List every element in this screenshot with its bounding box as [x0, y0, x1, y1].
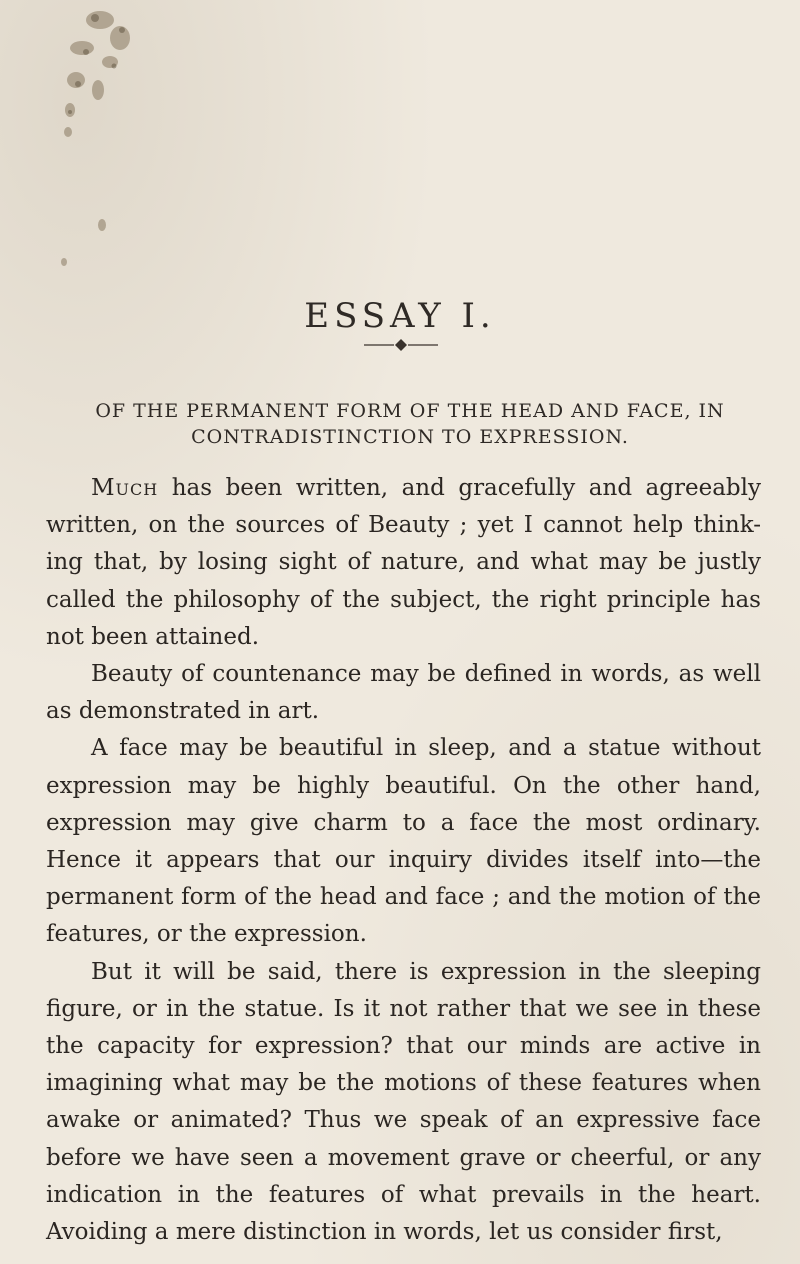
paragraph [46, 470, 761, 656]
paragraph-text: A face may be beautiful in sleep, and a statue without expression may be highly beautiful. On the other hand, expression may give charm to a face the most ordinary. Hence it appears that our inquiry divides itself into—the permanent form of the head and face ; and the motion of the features, or the expression. [46, 735, 761, 948]
paragraph [46, 656, 761, 730]
foxing-stains [40, 0, 180, 310]
divider-ornament [362, 338, 440, 352]
subtitle-line: OF THE PERMANENT FORM OF THE HEAD AND FACE, IN [95, 400, 725, 422]
essay-title: ESSAY I. [304, 296, 496, 336]
paragraph-text: Beauty of countenance may be defined in words, as well as demonstrated in art. [46, 661, 761, 725]
opening-word: Much [91, 475, 159, 501]
paragraph [46, 730, 761, 953]
essay-body [46, 470, 761, 1251]
essay-subtitle [60, 398, 760, 450]
paragraph [46, 954, 761, 1252]
subtitle-line: CONTRADISTINCTION TO EXPRESSION. [191, 426, 629, 448]
paragraph-text: But it will be said, there is expression in the sleeping figure, or in the statue. Is it not rather that we see in these the capacity for expression? that our minds are active in imagining what may be the motions of these features when awake or animated? Thus we speak of an expressive face before we have seen a movement grave or cheerful, or any indication in the features of what prevails in the heart. Avoiding a mere distinction in words, let us consider first, [46, 958, 761, 1246]
paragraph-text: has been written, and gracefully and agreeably written, on the sources of Beauty ; yet I cannot help think-ing that, by losing sight of nature, and what may be justly called the philosophy of the subject, the right principle has not been attained. [46, 475, 761, 650]
